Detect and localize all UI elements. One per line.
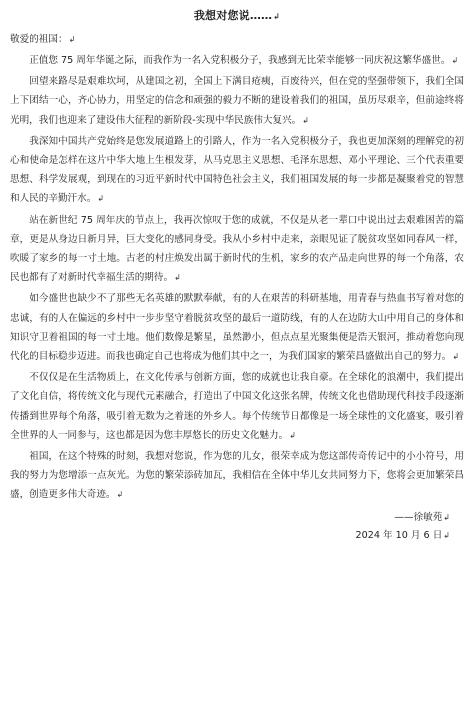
paragraph-text: 我深知中国共产党始终是您发展道路上的引路人，作为一名入党积极分子，我也更加深刻的理解党的初心和使命是怎样在这片中华大地上生根发芽，从马克思主义思想、毛泽东思想、邓小平理论、三个代表重要思想、科学发展观，到现在的习近平新时代中国特色社会主义，我们祖国发展的每一步都是凝聚着党的智慧和人民的辛勤汗水。	[10, 135, 464, 205]
paragraph-text: 正值您 75 周年华诞之际，而我作为一名入党积极分子，我感到无比荣幸能够一同庆祝这繁华盛世。	[29, 55, 451, 66]
paragraph-mark-icon: ↲	[97, 194, 105, 204]
date-text: 2024 年 10 月 6 日	[355, 529, 443, 541]
paragraph-text: 回望来路尽是艰难坎坷，从建国之初，全国上下满目疮痍，百废待兴，但在党的坚强带领下，我们全国上下团结一心，齐心协力，用坚定的信念和顽强的毅力不断的建设着我们的祖国，虽历尽艰辛，但前途终将光明，我们也迎来了建设伟大征程的新阶段-实现中华民族伟大复兴。	[10, 76, 464, 126]
paragraph-text: 不仅仅是在生活物质上，在文化传承与创新方面，您的成就也让我自豪。在全球化的浪潮中，我们提出了文化自信，将传统文化与现代元素融合，打造出了中国文化这张名牌，传统文化也借助现代科技手段逐渐传播到世界每个角落，吸引着无数为之着迷的外乡人。每个传统节日都像是一场全球性的文化盛宴，吸引着全世界的人一同参与，这也都是因为您丰厚悠长的历史文化魅力。	[10, 372, 464, 441]
salutation-text: 敬爱的祖国：	[10, 34, 68, 45]
body-paragraph	[10, 447, 464, 505]
paragraph-mark-icon: ↲	[443, 512, 450, 522]
paragraph-mark-icon: ↲	[273, 12, 281, 21]
signature-text: ——徐敏苑	[394, 511, 443, 523]
paragraph-text: 站在新世纪 75 周年庆的节点上，我再次惊叹于您的成就，不仅是从老一辈口中说出过去艰难困苦的篇章，更是从身边日新月异，巨大变化的感同身受。我从小乡村中走来，亲眼见证了脱贫攻坚如同春风一样，吹暖了家乡的每一寸土地。古老的村庄焕发出属于新时代的生机，家乡的农产品走向世界的每一个角落，农民也都有了对新时代幸福生活的期待。	[10, 214, 464, 284]
body-paragraph	[10, 211, 464, 288]
paragraph-mark-icon: ↲	[302, 115, 309, 125]
paragraph-mark-icon: ↲	[289, 430, 296, 440]
salutation	[10, 31, 464, 49]
body-paragraph	[10, 132, 464, 209]
paragraph-mark-icon: ↲	[174, 273, 181, 283]
document-title	[10, 8, 464, 25]
letter-date	[10, 527, 464, 545]
paragraph-text: 如今盛世也缺少不了那些无名英雄的默默奉献，有的人在艰苦的科研基地，用青春与热血书写着对您的忠诚，有的人在偏远的乡村中一步步坚守着脱贫攻坚的最后一道防线，有的人在边防大山中用自己的身体和知识守卫着祖国的每一寸土地。他们数像是繁星，虽然渺小，但点点星光聚集便是浩天银河，推动着您向现代化的目标稳步迈进。而我也确定自己也将成为他们其中之一，为我们国家的繁荣昌盛做出自己的努力。	[10, 293, 464, 363]
paragraph-text: 祖国，在这个特殊的时刻，我想对您说，作为您的儿女，很荣幸成为您这部传奇传记中的小小符号，用我的努力为您增添一点灰光。为您的繁荣添砖加瓦，我相信在全体中华儿女共同努力下，您将会更加繁荣昌盛，创造更多伟大奇迹。	[10, 451, 464, 501]
paragraph-mark-icon: ↲	[452, 352, 460, 362]
body-paragraph	[10, 72, 464, 130]
title-text: 我想对您说……	[193, 9, 273, 22]
body-paragraph	[10, 51, 464, 70]
paragraph-mark-icon: ↲	[443, 530, 450, 540]
paragraph-mark-icon: ↲	[68, 35, 76, 44]
signature	[10, 509, 464, 527]
paragraph-mark-icon: ↲	[116, 490, 124, 500]
paragraph-mark-icon: ↲	[451, 56, 459, 65]
body-paragraph	[10, 368, 464, 445]
body-paragraph	[10, 289, 464, 366]
